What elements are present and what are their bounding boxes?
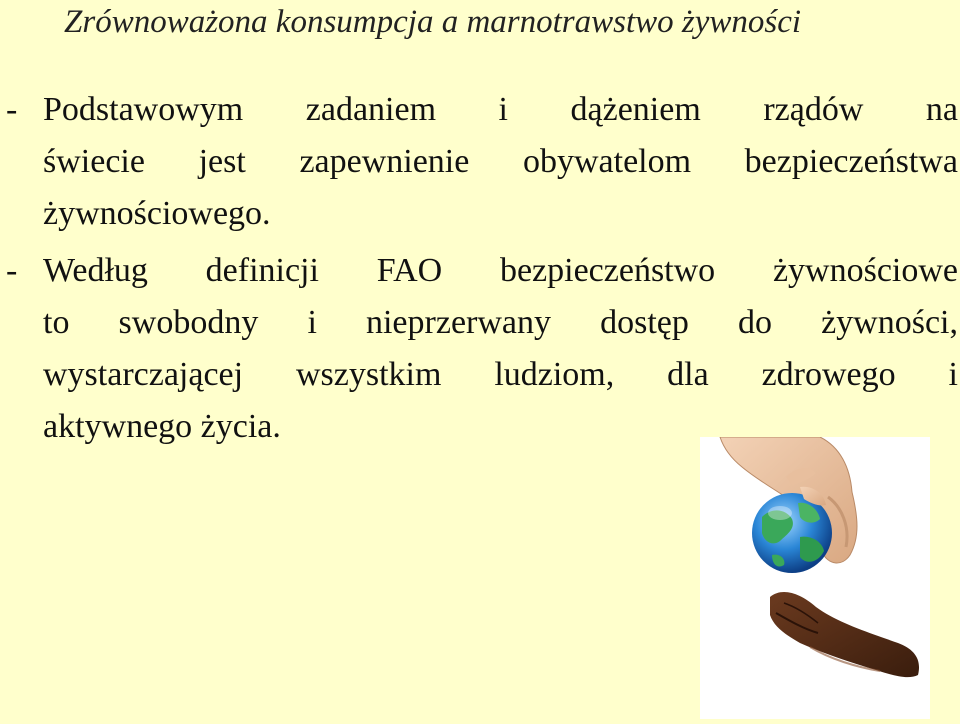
slide-title: Zrównoważona konsumpcja a marnotrawstwo żywności [64, 4, 802, 40]
bullet-point [0, 245, 958, 453]
bullet-point [0, 84, 958, 240]
bullet-text-line: żywnościowego. [43, 195, 271, 232]
bullet-text-line: Według definicji FAO bezpieczeństwo żywnościowe [43, 252, 958, 289]
hands-passing-globe-icon [700, 437, 930, 719]
bullet-text-line: to swobodny i nieprzerwany dostęp do żywności, [43, 304, 958, 341]
bullet-marker: - [6, 252, 18, 289]
bullet-text-line: wystarczającej wszystkim ludziom, dla zdrowego i [43, 356, 958, 393]
bullet-text-line: Podstawowym zadaniem i dążeniem rządów na [43, 91, 958, 128]
hands-globe-illustration [700, 437, 930, 719]
bullet-text-line: aktywnego życia. [43, 408, 281, 445]
bullet-text-line: świecie jest zapewnienie obywatelom bezpieczeństwa [43, 143, 958, 180]
bullet-marker: - [6, 91, 18, 128]
